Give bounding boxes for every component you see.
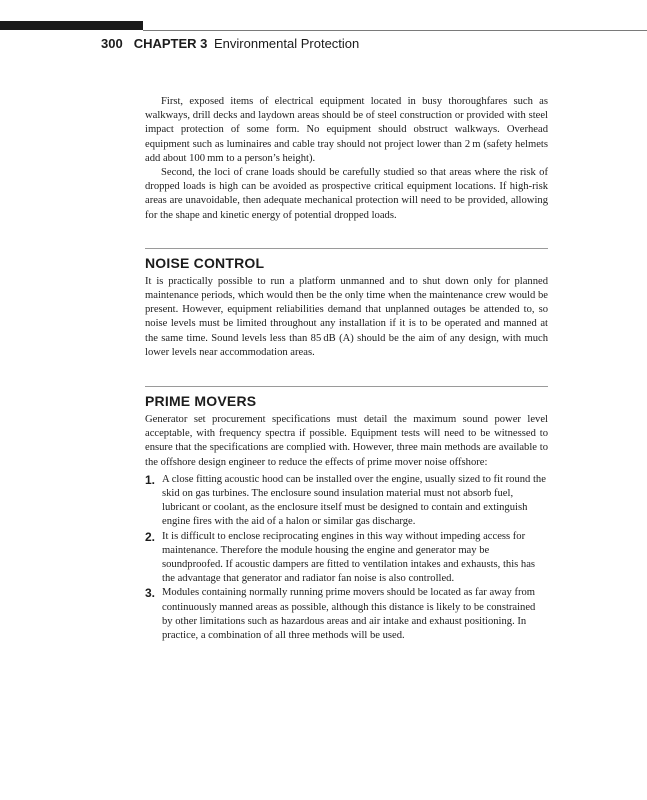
list-item [145, 530, 548, 587]
intro-paragraph-2: Second, the loci of crane loads should be carefully studied so that areas where the risk of dropped loads is high can be avoided as prospective critical equipment locations. If high-risk areas are unavoidable, then adequate mechanical protection will need to be provided, allowing for the shape and kinetic energy of potential dropped loads. [145, 167, 548, 221]
page-body [145, 95, 548, 643]
chapter-title: Environmental Protection [214, 36, 360, 51]
list-item-text: Modules containing normally running prime movers should be located as far away from continuously manned areas as possible, although this distance is likely to be constrained by other limitations such as hazardous areas and air intake and exhaust positioning. In practice, a combination of all three methods will be used. [162, 587, 536, 642]
prime-movers-heading: PRIME MOVERS [145, 393, 257, 410]
prime-movers-rule [145, 386, 548, 387]
list-item-text: A close fitting acoustic hood can be installed over the engine, usually sized to fit round the skid on gas turbines. The enclosure sound insulation material must not absorb fuel, lubricant or coolant, as the enclosure itself must be designed to contain and extinguish engine fires with the aid of a halon or similar gas discharge. [162, 473, 546, 528]
list-item [145, 586, 548, 643]
intro-paragraph-1: First, exposed items of electrical equipment located in busy thoroughfares such as walkways, drill decks and laydown areas should be of steel construction or provided with steel impact protection of some form. No equipment should obstruct walkways. Overhead equipment such as luminaires and cable tray should not project lower than 2 m (safety helmets add about 100 mm to a person’s height). [145, 96, 548, 164]
list-item [145, 473, 548, 530]
header-bar [0, 21, 143, 30]
running-head [101, 36, 359, 51]
list-item-text: It is difficult to enclose reciprocating engines in this way without impeding access for maintenance. Therefore the module housing the engine and generator may be soundproofed. If acoustic dampers are fitted to ventilation intakes and exhausts, this has the advantage that generator and radiator fan noise is also controlled. [162, 530, 536, 585]
list-item-number: 3. [145, 586, 156, 601]
prime-movers-methods-list [145, 473, 548, 643]
page-number: 300 [101, 36, 123, 51]
header-rule [143, 30, 647, 31]
noise-control-heading: NOISE CONTROL [145, 254, 265, 271]
noise-control-paragraph: It is practically possible to run a platform unmanned and to shut down only for planned maintenance periods, which would then be the only time when the maintenance crew would be present. However, equipment reliabilities demand that unplanned outages be attended to, so noise levels must be limited throughout any installation if it is to be operated and manned at the same time. Sound levels less than 85 dB (A) should be the aim of any design, with much lower levels near accommodation areas. [145, 275, 548, 358]
prime-movers-paragraph: Generator set procurement specifications must detail the maximum sound power level acceptable, with frequency spectra if possible. Equipment tests will need to be witnessed to ensure that the specifications are complied with. However, three main methods are available to the offshore design engineer to reduce the effects of prime mover noise offshore: [145, 414, 548, 468]
list-item-number: 1. [145, 472, 156, 487]
chapter-label: CHAPTER 3 [133, 36, 208, 51]
list-item-number: 2. [145, 529, 156, 544]
noise-control-rule [145, 248, 548, 249]
